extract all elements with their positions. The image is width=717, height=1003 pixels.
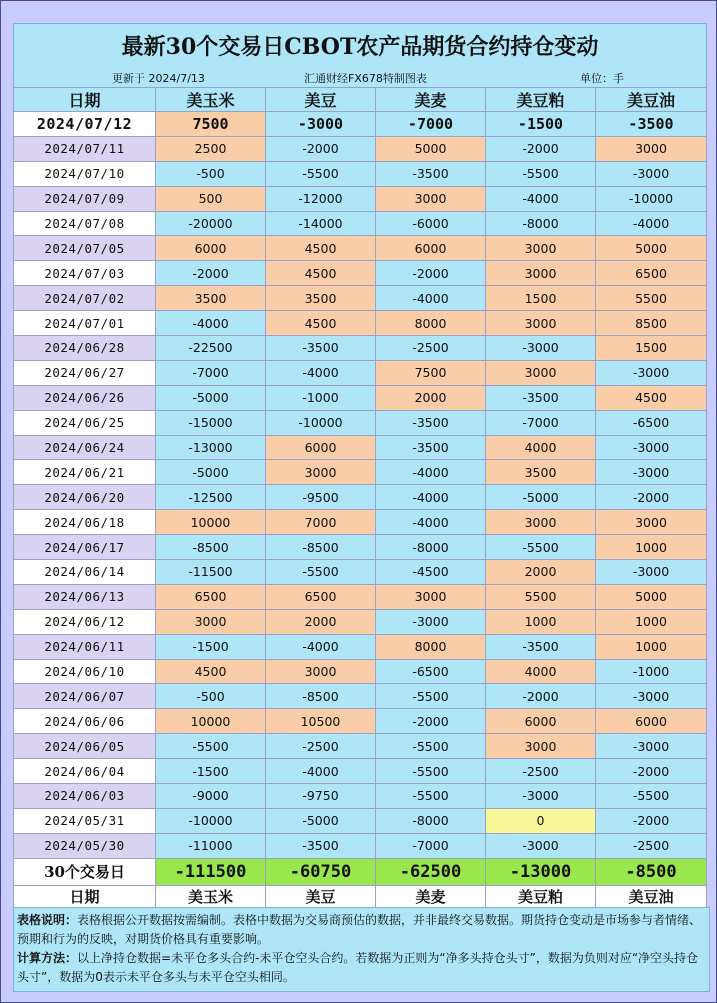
table-row [14, 659, 707, 684]
data-cell: -4000 [266, 634, 376, 659]
data-cell: 3000 [376, 186, 486, 211]
table-row [14, 385, 707, 410]
data-cell: -2500 [376, 336, 486, 361]
row-date: 2024/07/12 [14, 112, 156, 137]
row-date: 2024/07/08 [14, 211, 156, 236]
table-row [14, 808, 707, 833]
updated-date: 更新于 2024/7/13 [112, 72, 205, 85]
column-header-1: 美玉米 [156, 88, 266, 112]
data-cell: -20000 [156, 211, 266, 236]
data-cell: -9500 [266, 485, 376, 510]
data-cell: 1000 [596, 634, 707, 659]
row-date: 2024/06/10 [14, 659, 156, 684]
notes-panel [13, 907, 710, 992]
data-cell: -3500 [376, 161, 486, 186]
table-row [14, 161, 707, 186]
column-header-5: 美豆油 [596, 88, 707, 112]
row-date: 2024/06/11 [14, 634, 156, 659]
data-cell: -3500 [486, 634, 596, 659]
footer-header-5: 美豆油 [596, 885, 707, 908]
data-cell: 7000 [266, 510, 376, 535]
data-cell: 2000 [376, 385, 486, 410]
data-cell: -500 [156, 684, 266, 709]
table-row [14, 410, 707, 435]
data-cell: 3500 [266, 286, 376, 311]
data-cell: 5500 [596, 286, 707, 311]
data-cell: -5000 [156, 460, 266, 485]
data-cell: -7000 [376, 112, 486, 137]
data-cell: -4000 [156, 311, 266, 336]
data-cell: -2000 [156, 261, 266, 286]
data-cell: 3000 [486, 261, 596, 286]
data-cell: -1500 [156, 634, 266, 659]
table-footer-row [14, 885, 707, 908]
total-cell: -60750 [266, 858, 376, 885]
data-cell: 1000 [596, 535, 707, 560]
data-cell: -7000 [376, 833, 486, 858]
table-row [14, 510, 707, 535]
data-cell: -22500 [156, 336, 266, 361]
table-row [14, 833, 707, 858]
table-header-row [14, 88, 707, 112]
data-cell: 6000 [376, 236, 486, 261]
data-cell: -8500 [266, 535, 376, 560]
data-cell: 5000 [596, 584, 707, 609]
data-cell: 2000 [266, 609, 376, 634]
data-source: 汇通财经FX678特制图表 [304, 72, 427, 85]
data-cell: 5500 [486, 584, 596, 609]
table-row [14, 236, 707, 261]
data-cell: -3000 [596, 161, 707, 186]
sub-header [13, 69, 707, 88]
totals-row [14, 858, 707, 885]
data-cell: 4000 [486, 435, 596, 460]
column-header-4: 美豆粕 [486, 88, 596, 112]
row-date: 2024/07/02 [14, 286, 156, 311]
footer-header-1: 美玉米 [156, 885, 266, 908]
table-row [14, 311, 707, 336]
data-cell: 4500 [266, 236, 376, 261]
table-row [14, 360, 707, 385]
table-row [14, 734, 707, 759]
data-cell: -10000 [156, 808, 266, 833]
data-cell: 6500 [596, 261, 707, 286]
data-cell: 6000 [596, 709, 707, 734]
table-row [14, 460, 707, 485]
data-cell: -5000 [266, 808, 376, 833]
data-cell: 8000 [376, 634, 486, 659]
data-cell: -4000 [376, 510, 486, 535]
data-cell: -3000 [596, 360, 707, 385]
table-row [14, 336, 707, 361]
data-cell: -3000 [266, 112, 376, 137]
row-date: 2024/06/24 [14, 435, 156, 460]
data-cell: 1500 [486, 286, 596, 311]
footer-header-2: 美豆 [266, 885, 376, 908]
data-cell: 3000 [596, 510, 707, 535]
data-cell: 4000 [486, 659, 596, 684]
totals-label: 30个交易日 [14, 858, 156, 885]
data-cell: 1000 [596, 609, 707, 634]
data-cell: -8000 [376, 808, 486, 833]
row-date: 2024/05/31 [14, 808, 156, 833]
table-row [14, 709, 707, 734]
data-cell: -15000 [156, 410, 266, 435]
data-cell: -3500 [376, 410, 486, 435]
data-cell: -3000 [486, 784, 596, 809]
data-cell: -5500 [486, 535, 596, 560]
table-row [14, 211, 707, 236]
data-cell: 6500 [266, 584, 376, 609]
data-cell: -4000 [266, 360, 376, 385]
data-cell: -3500 [266, 336, 376, 361]
data-cell: 1000 [486, 609, 596, 634]
data-cell: 3000 [266, 659, 376, 684]
row-date: 2024/07/10 [14, 161, 156, 186]
row-date: 2024/06/21 [14, 460, 156, 485]
row-date: 2024/06/25 [14, 410, 156, 435]
row-date: 2024/07/05 [14, 236, 156, 261]
data-cell: -2000 [596, 808, 707, 833]
data-cell: -6000 [376, 211, 486, 236]
data-cell: -5000 [156, 385, 266, 410]
table-row [14, 609, 707, 634]
data-cell: -1000 [596, 659, 707, 684]
data-cell: -3500 [266, 833, 376, 858]
data-cell: -3000 [486, 833, 596, 858]
notes-calc-label: 计算方法： [17, 951, 78, 965]
data-cell: 7500 [156, 112, 266, 137]
data-cell: 6000 [486, 709, 596, 734]
data-cell: 3500 [156, 286, 266, 311]
data-cell: -8500 [156, 535, 266, 560]
row-date: 2024/07/09 [14, 186, 156, 211]
data-cell: -5500 [156, 734, 266, 759]
data-cell: 4500 [156, 659, 266, 684]
data-cell: -3000 [486, 336, 596, 361]
row-date: 2024/06/28 [14, 336, 156, 361]
data-cell: 3000 [266, 460, 376, 485]
row-date: 2024/06/05 [14, 734, 156, 759]
data-cell: 3000 [486, 734, 596, 759]
data-cell: -3000 [596, 560, 707, 585]
data-cell: 3000 [486, 510, 596, 535]
data-cell: 5000 [376, 136, 486, 161]
data-cell: 10000 [156, 510, 266, 535]
unit-label: 单位：手 [580, 72, 624, 85]
data-cell: -2500 [486, 759, 596, 784]
data-cell: 8500 [596, 311, 707, 336]
footer-header-4: 美豆粕 [486, 885, 596, 908]
data-cell: -500 [156, 161, 266, 186]
row-date: 2024/06/13 [14, 584, 156, 609]
data-cell: 2500 [156, 136, 266, 161]
data-cell: -3500 [596, 112, 707, 137]
data-cell: -3000 [596, 684, 707, 709]
total-cell: -111500 [156, 858, 266, 885]
row-date: 2024/06/12 [14, 609, 156, 634]
data-cell: -4000 [596, 211, 707, 236]
data-cell: -7000 [156, 360, 266, 385]
data-cell: -14000 [266, 211, 376, 236]
table-row [14, 112, 707, 137]
data-cell: -4000 [266, 759, 376, 784]
total-cell: -13000 [486, 858, 596, 885]
column-header-2: 美豆 [266, 88, 376, 112]
table-row [14, 186, 707, 211]
table-row [14, 759, 707, 784]
data-cell: 3000 [486, 311, 596, 336]
data-cell: -4000 [486, 186, 596, 211]
data-cell: -3000 [376, 609, 486, 634]
data-cell: -1500 [156, 759, 266, 784]
table-row [14, 634, 707, 659]
data-cell: -5500 [266, 560, 376, 585]
data-cell: 10000 [156, 709, 266, 734]
data-cell: -13000 [156, 435, 266, 460]
row-date: 2024/06/27 [14, 360, 156, 385]
data-cell: -2500 [266, 734, 376, 759]
footer-header-0: 日期 [14, 885, 156, 908]
data-cell: -5500 [486, 161, 596, 186]
row-date: 2024/06/03 [14, 784, 156, 809]
data-cell: -5500 [596, 784, 707, 809]
table-row [14, 784, 707, 809]
row-date: 2024/06/07 [14, 684, 156, 709]
row-date: 2024/05/30 [14, 833, 156, 858]
chart-title: 最新30个交易日CBOT农产品期货合约持仓变动 [13, 23, 707, 70]
data-cell: -3500 [486, 385, 596, 410]
data-cell: 7500 [376, 360, 486, 385]
position-table [13, 87, 707, 909]
data-cell: -2000 [486, 684, 596, 709]
data-cell: -1000 [266, 385, 376, 410]
data-cell: -5500 [266, 161, 376, 186]
data-cell: -8500 [266, 684, 376, 709]
table-row [14, 560, 707, 585]
data-cell: 500 [156, 186, 266, 211]
data-cell: -5500 [376, 684, 486, 709]
data-cell: -12500 [156, 485, 266, 510]
data-cell: -7000 [486, 410, 596, 435]
data-cell: 6500 [156, 584, 266, 609]
notes-desc-label: 表格说明： [17, 913, 78, 927]
data-cell: -10000 [596, 186, 707, 211]
data-cell: -4500 [376, 560, 486, 585]
table-row [14, 584, 707, 609]
notes-desc-text: 表格根据公开数据按需编制。表格中数据为交易商预估的数据，并非最终交易数据。期货持仓变动是市场参与者情绪、预期和行为的反映，对期货价格具有重要影响。 [17, 913, 702, 946]
data-cell: -2000 [376, 709, 486, 734]
data-cell: 3000 [486, 360, 596, 385]
row-date: 2024/06/17 [14, 535, 156, 560]
data-cell: 0 [486, 808, 596, 833]
data-cell: -11500 [156, 560, 266, 585]
table-row [14, 136, 707, 161]
data-cell: -2500 [596, 833, 707, 858]
data-cell: -4000 [376, 286, 486, 311]
data-cell: -3500 [376, 435, 486, 460]
data-cell: -2000 [376, 261, 486, 286]
data-cell: -2000 [596, 485, 707, 510]
data-cell: -1500 [486, 112, 596, 137]
row-date: 2024/07/01 [14, 311, 156, 336]
row-date: 2024/06/06 [14, 709, 156, 734]
data-cell: 3000 [486, 236, 596, 261]
data-cell: -5500 [376, 734, 486, 759]
column-header-0: 日期 [14, 88, 156, 112]
data-cell: -4000 [376, 460, 486, 485]
data-cell: 1500 [596, 336, 707, 361]
data-cell: -9750 [266, 784, 376, 809]
data-cell: 3500 [486, 460, 596, 485]
data-cell: -3000 [596, 460, 707, 485]
data-cell: -8000 [376, 535, 486, 560]
table-row [14, 286, 707, 311]
row-date: 2024/06/04 [14, 759, 156, 784]
data-cell: 4500 [266, 311, 376, 336]
data-cell: -12000 [266, 186, 376, 211]
table-row [14, 684, 707, 709]
data-cell: -3000 [596, 435, 707, 460]
data-cell: 8000 [376, 311, 486, 336]
row-date: 2024/06/18 [14, 510, 156, 535]
row-date: 2024/07/03 [14, 261, 156, 286]
data-cell: -10000 [266, 410, 376, 435]
notes-calc-text: 以上净持仓数据=未平仓多头合约-未平仓空头合约。若数据为正则为“净多头持仓头寸”，数据为负则对应“净空头持仓头寸”，数据为0表示未平仓多头与未平仓空头相同。 [17, 951, 699, 984]
table-row [14, 261, 707, 286]
data-cell: 3000 [376, 584, 486, 609]
data-cell: 6000 [156, 236, 266, 261]
data-cell: -5500 [376, 759, 486, 784]
table-row [14, 535, 707, 560]
data-cell: 6000 [266, 435, 376, 460]
row-date: 2024/06/20 [14, 485, 156, 510]
data-cell: -5500 [376, 784, 486, 809]
data-cell: -2000 [486, 136, 596, 161]
data-cell: 3000 [596, 136, 707, 161]
data-cell: -9000 [156, 784, 266, 809]
table-row [14, 435, 707, 460]
data-cell: -11000 [156, 833, 266, 858]
row-date: 2024/06/14 [14, 560, 156, 585]
data-cell: -2000 [596, 759, 707, 784]
footer-header-3: 美麦 [376, 885, 486, 908]
total-cell: -8500 [596, 858, 707, 885]
data-cell: 4500 [596, 385, 707, 410]
data-cell: -2000 [266, 136, 376, 161]
data-cell: 2000 [486, 560, 596, 585]
table-row [14, 485, 707, 510]
data-cell: 10500 [266, 709, 376, 734]
data-cell: -6500 [376, 659, 486, 684]
data-cell: -3000 [596, 734, 707, 759]
total-cell: -62500 [376, 858, 486, 885]
data-cell: -6500 [596, 410, 707, 435]
data-cell: -5000 [486, 485, 596, 510]
data-cell: -4000 [376, 485, 486, 510]
data-cell: 3000 [156, 609, 266, 634]
data-cell: 4500 [266, 261, 376, 286]
column-header-3: 美麦 [376, 88, 486, 112]
row-date: 2024/07/11 [14, 136, 156, 161]
data-cell: 5000 [596, 236, 707, 261]
data-cell: -8000 [486, 211, 596, 236]
row-date: 2024/06/26 [14, 385, 156, 410]
